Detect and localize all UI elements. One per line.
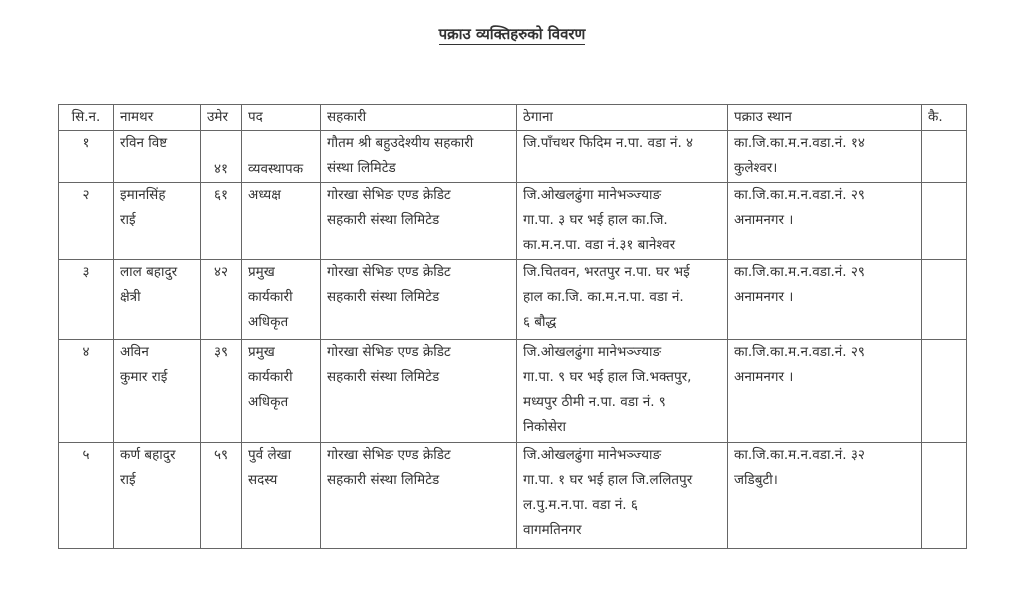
header-age: उमेर	[201, 105, 242, 131]
address-cell	[517, 340, 728, 443]
address-line: मध्यपुर ठीमी न.पा. वडा नं. ९	[523, 394, 666, 410]
address-line: जि.ओखलढुंगा मानेभञ्ज्याङ	[523, 187, 662, 203]
post-line: व्यवस्थापक	[248, 161, 304, 177]
address-line: हाल का.जि. का.म.न.पा. वडा नं.	[523, 289, 684, 305]
header-remarks: कै.	[922, 105, 967, 131]
header-arrest-place: पक्राउ स्थान	[728, 105, 922, 131]
arrest-place-line: का.जि.का.म.न.वडा.नं. २९	[734, 187, 865, 203]
post-line: कार्यकारी	[248, 369, 293, 385]
cooperative-cell	[321, 260, 517, 340]
header-sn: सि.न.	[59, 105, 114, 131]
name-line: लाल बहादुर	[120, 264, 178, 280]
cooperative-cell	[321, 131, 517, 183]
sn-cell: २	[59, 183, 114, 260]
cooperative-line: गोरखा सेभिङ एण्ड क्रेडिट	[327, 187, 451, 203]
name-cell	[114, 260, 201, 340]
address-line: जि.ओखलढुंगा मानेभञ्ज्याङ	[523, 344, 662, 360]
address-line: ल.पु.म.न.पा. वडा नं. ६	[523, 497, 638, 513]
post-line: पुर्व लेखा	[248, 447, 292, 463]
age-cell: ६१	[201, 183, 242, 260]
table-row	[59, 260, 967, 340]
address-line: ६ बौद्ध	[523, 314, 557, 330]
arrest-place-line: अनामनगर ।	[734, 369, 794, 385]
header-post: पद	[242, 105, 321, 131]
post-cell	[242, 340, 321, 443]
cooperative-cell	[321, 183, 517, 260]
address-cell	[517, 131, 728, 183]
header-address: ठेगाना	[517, 105, 728, 131]
cooperative-cell	[321, 443, 517, 549]
address-line: जि.चितवन, भरतपुर न.पा. घर भई	[523, 264, 690, 280]
post-cell	[242, 131, 321, 183]
address-line: गा.पा. ९ घर भई हाल जि.भक्तपुर,	[523, 369, 692, 385]
age-cell: ४१	[201, 131, 242, 183]
sn-cell: ५	[59, 443, 114, 549]
post-cell	[242, 183, 321, 260]
cooperative-line: संस्था लिमिटेड	[327, 160, 396, 176]
cooperative-cell	[321, 340, 517, 443]
arrested-persons-table	[58, 104, 967, 549]
address-cell	[517, 260, 728, 340]
address-line: का.म.न.पा. वडा नं.३१ बानेश्वर	[523, 237, 676, 253]
cooperative-line: सहकारी संस्था लिमिटेड	[327, 289, 440, 305]
name-line: राई	[120, 472, 136, 488]
post-line: अध्यक्ष	[248, 187, 281, 203]
address-line: जि.पाँचथर फिदिम न.पा. वडा नं. ४	[523, 135, 694, 151]
name-cell	[114, 443, 201, 549]
remarks-cell	[922, 260, 967, 340]
arrest-place-line: जडिबुटी।	[734, 472, 778, 488]
post-cell	[242, 260, 321, 340]
cooperative-line: सहकारी संस्था लिमिटेड	[327, 212, 440, 228]
address-line: वागमतिनगर	[523, 522, 582, 538]
name-cell	[114, 340, 201, 443]
cooperative-line: गोरखा सेभिङ एण्ड क्रेडिट	[327, 344, 451, 360]
arrest-place-line: का.जि.का.म.न.वडा.नं. २९	[734, 264, 865, 280]
arrest-place-line: का.जि.का.म.न.वडा.नं. ३२	[734, 447, 865, 463]
arrest-place-cell	[728, 131, 922, 183]
post-line: प्रमुख	[248, 344, 275, 360]
arrest-place-line: अनामनगर ।	[734, 212, 794, 228]
name-line: राई	[120, 212, 136, 228]
address-line: जि.ओखलढुंगा मानेभञ्ज्याङ	[523, 447, 662, 463]
remarks-cell	[922, 340, 967, 443]
remarks-cell	[922, 183, 967, 260]
name-line: कर्ण बहादुर	[120, 447, 176, 463]
header-cooperative: सहकारी	[321, 105, 517, 131]
name-line: अविन	[120, 344, 149, 360]
name-cell	[114, 183, 201, 260]
name-line: क्षेत्री	[120, 289, 141, 305]
cooperative-line: गोरखा सेभिङ एण्ड क्रेडिट	[327, 447, 451, 463]
cooperative-line: सहकारी संस्था लिमिटेड	[327, 472, 440, 488]
name-line: कुमार राई	[120, 369, 168, 385]
post-line: अधिकृत	[248, 394, 289, 410]
cooperative-line: सहकारी संस्था लिमिटेड	[327, 369, 440, 385]
arrest-place-line: का.जि.का.म.न.वडा.नं. १४	[734, 135, 865, 151]
post-line: सदस्य	[248, 472, 278, 488]
table-row	[59, 131, 967, 183]
arrest-place-cell	[728, 340, 922, 443]
remarks-cell	[922, 443, 967, 549]
address-cell	[517, 183, 728, 260]
name-cell	[114, 131, 201, 183]
post-line: अधिकृत	[248, 314, 289, 330]
sn-cell: ३	[59, 260, 114, 340]
table-row	[59, 340, 967, 443]
arrest-place-cell	[728, 183, 922, 260]
table-row	[59, 183, 967, 260]
name-line: इमानसिंह	[120, 187, 166, 203]
post-cell	[242, 443, 321, 549]
sn-cell: १	[59, 131, 114, 183]
document-title: पक्राउ व्यक्तिहरुको विवरण	[438, 25, 586, 43]
header-name: नामथर	[114, 105, 201, 131]
post-line: प्रमुख	[248, 264, 275, 280]
address-line: गा.पा. १ घर भई हाल जि.ललितपुर	[523, 472, 693, 488]
arrest-place-line: अनामनगर ।	[734, 289, 794, 305]
table-header-row	[59, 105, 967, 131]
arrest-place-cell	[728, 260, 922, 340]
table-row	[59, 443, 967, 549]
age-cell: ५९	[201, 443, 242, 549]
address-cell	[517, 443, 728, 549]
address-line: निकोसेरा	[523, 419, 566, 435]
arrest-place-line: कुलेश्वर।	[734, 160, 778, 176]
arrest-place-cell	[728, 443, 922, 549]
cooperative-line: गौतम श्री बहुउदेश्यीय सहकारी	[327, 135, 474, 151]
post-line: कार्यकारी	[248, 289, 293, 305]
cooperative-line: गोरखा सेभिङ एण्ड क्रेडिट	[327, 264, 451, 280]
age-cell: ४२	[201, 260, 242, 340]
age-cell: ३९	[201, 340, 242, 443]
sn-cell: ४	[59, 340, 114, 443]
name-line: रविन विष्ट	[120, 135, 168, 151]
arrest-place-line: का.जि.का.म.न.वडा.नं. २९	[734, 344, 865, 360]
address-line: गा.पा. ३ घर भई हाल का.जि.	[523, 212, 668, 228]
remarks-cell	[922, 131, 967, 183]
